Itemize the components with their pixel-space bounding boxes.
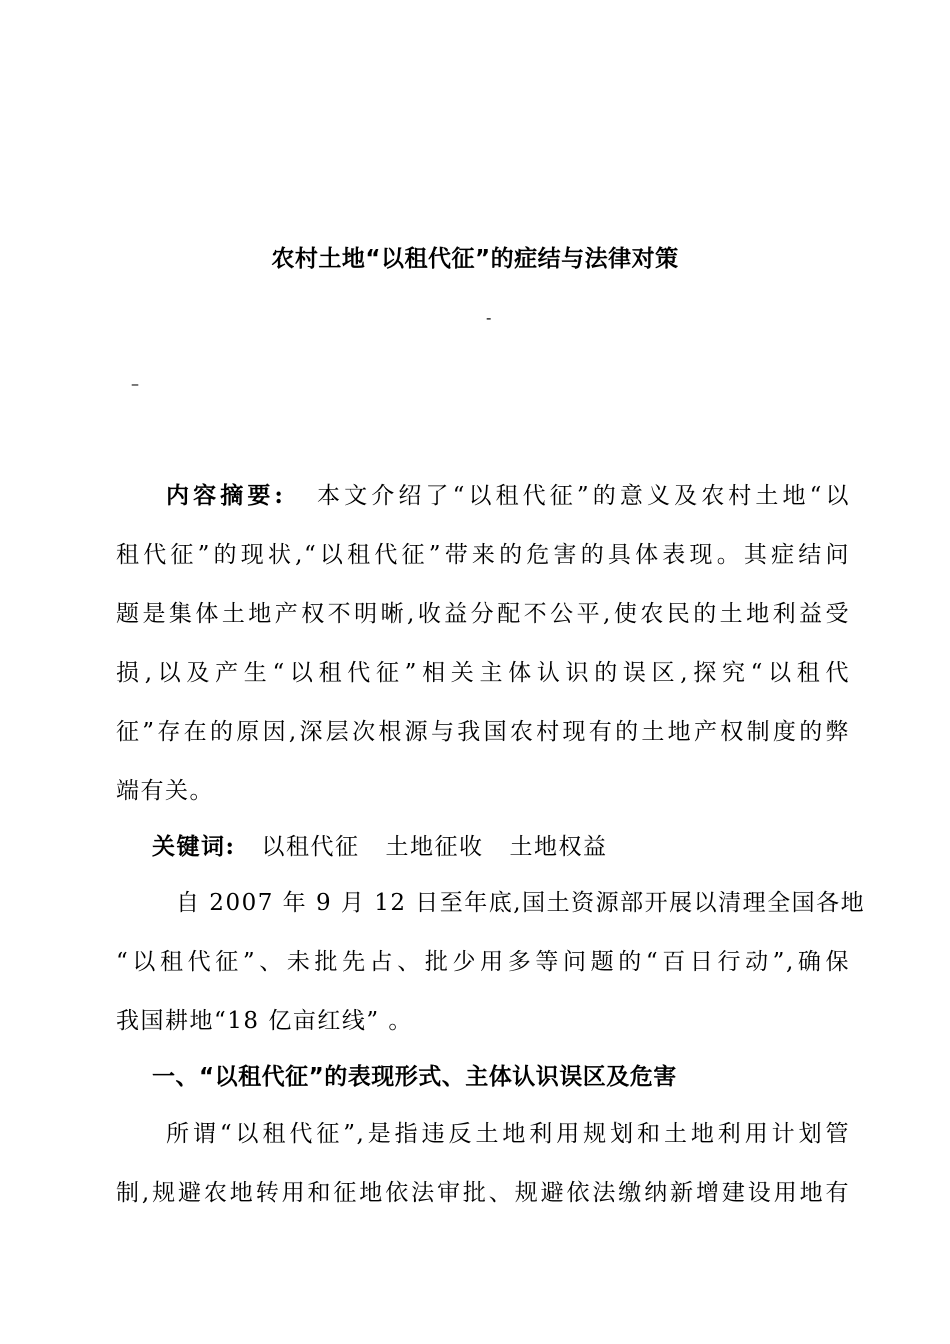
intro-line-3: 我国耕地“18 亿亩红线” 。 bbox=[116, 1008, 413, 1034]
abstract-line-4: 损,以及产生“以租代征”相关主体认识的误区,探究“以租代 bbox=[116, 660, 850, 686]
abstract-line-6: 端有关。 bbox=[116, 778, 214, 804]
keyword-item: 土地权益 bbox=[509, 834, 608, 860]
abstract-line-5: 征”存在的原因,深层次根源与我国农村现有的土地产权制度的弊 bbox=[116, 719, 850, 745]
section-line-1: 所谓“以租代征”,是指违反土地利用规划和土地利用计划管 bbox=[166, 1121, 850, 1147]
intro-line-1: 自 2007 年 9 月 12 日至年底,国土资源部开展以清理全国各地 bbox=[176, 890, 866, 916]
document-title: 农村土地“以租代征”的症结与法律对策 bbox=[271, 246, 679, 272]
section-heading: 一、“以租代征”的表现形式、主体认识误区及危害 bbox=[152, 1064, 677, 1090]
abstract-line-3: 题是集体土地产权不明晰,收益分配不公平,使农民的土地利益受 bbox=[116, 601, 850, 627]
keywords-line bbox=[152, 830, 608, 864]
abstract-text: 本文介绍了“以租代征”的意义及农村土地“以 bbox=[314, 483, 850, 509]
separator-mark-left: – bbox=[131, 374, 139, 393]
keywords-label: 关键词: bbox=[152, 833, 236, 860]
separator-mark: - bbox=[486, 308, 492, 327]
section-line-2: 制,规避农地转用和征地依法审批、规避依法缴纳新增建设用地有 bbox=[116, 1180, 850, 1206]
abstract-label: 内容摘要: bbox=[166, 482, 285, 509]
abstract-line-2: 租代征”的现状,“以租代征”带来的危害的具体表现。其症结问 bbox=[116, 542, 850, 568]
keyword-item: 土地征收 bbox=[385, 834, 484, 860]
intro-line-2: “以租代征”、未批先占、批少用多等问题的“百日行动”,确保 bbox=[116, 949, 850, 975]
keyword-item: 以租代征 bbox=[261, 834, 360, 860]
abstract-line-1 bbox=[166, 479, 850, 513]
